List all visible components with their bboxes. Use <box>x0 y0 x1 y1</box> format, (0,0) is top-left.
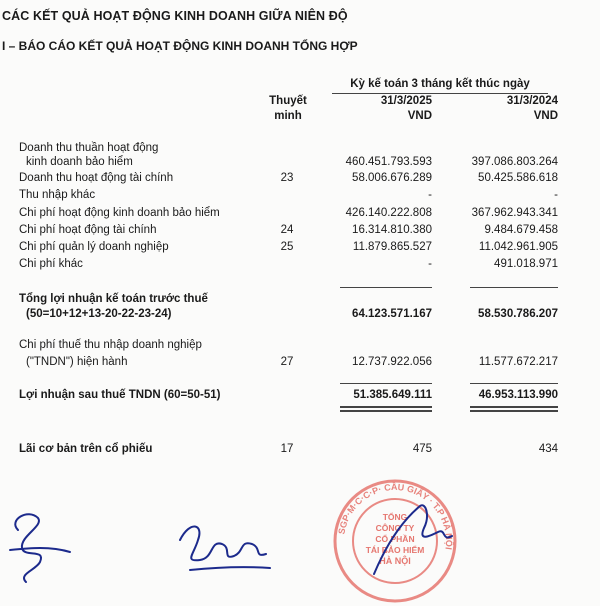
row-label: Tổng lợi nhuận kế toán trước thuế <box>19 293 208 305</box>
value-2024: 397.086.803.264 <box>471 156 558 168</box>
stamp-line: TÁI BẢO HIỂM <box>365 545 425 555</box>
column-2024-date: 31/3/2024 <box>506 95 558 107</box>
value-2024: 50.425.586.618 <box>478 172 558 184</box>
stamp-line: CỔ PHẦN <box>375 534 415 544</box>
note-header-line-2: minh <box>274 110 302 122</box>
table-row <box>0 207 600 221</box>
stamp-line: HÀ NỘI <box>379 556 411 566</box>
table-row <box>0 172 600 186</box>
row-note: 24 <box>280 224 294 236</box>
row-label: Chi phí khác <box>19 258 83 270</box>
row-label: Chi phí thuế thu nhập doanh nghiệp <box>19 339 202 351</box>
value-2025: 12.737.922.056 <box>352 356 432 368</box>
row-label: ("TNDN") hiện hành <box>26 356 128 368</box>
row-note: 17 <box>280 443 294 455</box>
value-2025: 64.123.571.167 <box>352 308 432 320</box>
value-2024: 11.042.961.905 <box>478 241 558 253</box>
table-row <box>0 156 600 170</box>
value-2024: 367.962.943.341 <box>471 207 558 219</box>
table-row <box>0 339 600 353</box>
subtotal-rule-2024 <box>470 287 558 288</box>
table-row <box>0 142 600 156</box>
value-2024: 491.018.971 <box>494 258 558 270</box>
value-2024: 46.953.113.990 <box>478 389 558 401</box>
table-row <box>0 293 600 307</box>
row-label: Lãi cơ bản trên cổ phiếu <box>19 443 153 455</box>
value-2025: 16.314.810.380 <box>352 224 432 236</box>
row-label: Chi phí hoạt động tài chính <box>19 224 157 236</box>
value-2024: - <box>554 189 558 201</box>
row-label: Doanh thu hoạt động tài chính <box>19 172 174 184</box>
signature-middle <box>170 510 280 590</box>
value-2025: - <box>428 258 432 270</box>
column-2024-currency: VND <box>533 110 558 122</box>
table-row <box>0 308 600 322</box>
stamp-ring-text: SGP·M·C·C·P· CẦU GIẤY · T.P HÀ NỘI <box>336 481 455 551</box>
row-note: 27 <box>280 356 294 368</box>
period-header: Kỳ kế toán 3 tháng kết thúc ngày <box>350 78 530 90</box>
row-note: 25 <box>280 241 294 253</box>
value-2025: - <box>428 189 432 201</box>
section-title: I – BÁO CÁO KẾT QUẢ HOẠT ĐỘNG KINH DOANH TỔNG HỢP <box>2 39 358 53</box>
value-2025: 51.385.649.111 <box>353 389 432 401</box>
stamp-line: TỔNG <box>382 512 408 522</box>
table-row <box>0 189 600 203</box>
table-row <box>0 389 600 403</box>
value-2025: 11.879.865.527 <box>352 241 432 253</box>
double-rule-bottom-2024 <box>470 410 558 412</box>
row-label: (50=10+12+13-20-22-23-24) <box>26 308 172 320</box>
row-note: 23 <box>280 172 294 184</box>
value-2025: 475 <box>412 443 432 455</box>
company-stamp <box>330 476 460 606</box>
column-2025-currency: VND <box>407 110 432 122</box>
double-rule-bottom-2025 <box>340 410 432 412</box>
period-header-underline <box>332 93 548 94</box>
double-rule-top-2024 <box>470 406 558 408</box>
table-row <box>0 258 600 272</box>
subtotal-rule-2025 <box>340 287 432 288</box>
total-rule-2024 <box>470 383 558 384</box>
value-2025: 426.140.222.808 <box>345 207 432 219</box>
table-row <box>0 356 600 370</box>
signature-left <box>0 490 90 600</box>
row-label: Chi phí quản lý doanh nghiệp <box>19 241 169 253</box>
value-2024: 9.484.679.458 <box>484 224 558 236</box>
total-rule-2025 <box>340 383 432 384</box>
value-2024: 11.577.672.217 <box>478 356 558 368</box>
value-2024: 434 <box>538 443 558 455</box>
document-title: CÁC KẾT QUẢ HOẠT ĐỘNG KINH DOANH GIỮA NIÊN ĐỘ <box>2 9 348 23</box>
value-2024: 58.530.786.207 <box>478 308 558 320</box>
stamp-overlay-signature <box>330 476 460 606</box>
stamp-line: CÔNG TY <box>375 523 415 533</box>
row-label: kinh doanh bảo hiểm <box>26 156 133 168</box>
row-label: Doanh thu thuần hoạt động <box>19 142 159 154</box>
row-label: Chi phí hoạt động kinh doanh bảo hiểm <box>19 207 220 219</box>
note-header-line-1: Thuyết <box>269 95 307 107</box>
column-2025-date: 31/3/2025 <box>380 95 432 107</box>
table-row <box>0 224 600 238</box>
value-2025: 58.006.676.289 <box>352 172 432 184</box>
table-row <box>0 241 600 255</box>
double-rule-top-2025 <box>340 406 432 408</box>
value-2025: 460.451.793.593 <box>345 156 432 168</box>
table-row <box>0 443 600 457</box>
row-label: Thu nhập khác <box>19 189 96 201</box>
row-label: Lợi nhuận sau thuế TNDN (60=50-51) <box>19 389 221 401</box>
